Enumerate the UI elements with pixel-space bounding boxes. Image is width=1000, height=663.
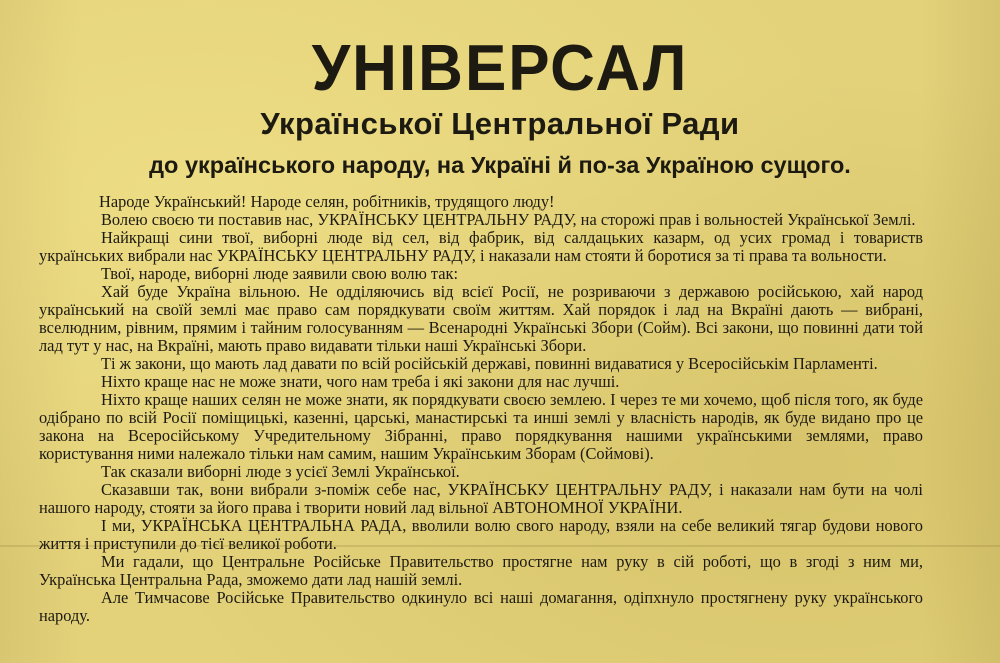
document-subtitle: Української Центральної Ради <box>260 106 740 141</box>
document-title: УНІВЕРСАЛ <box>311 32 689 105</box>
paragraph: Хай буде Україна вільною. Не одділяючись від всієї Росії, не розриваючи з державою російською, хай народ український на своїй землі має право сам порядкувати своїм життям. Хай порядок і лад на Вкраїні дають — вибрані, вселюдним, рівним, прямим і тайним голосуванням — Всенародні Українські Збори (Сойм). Всі закони, що повинні дати той лад тут у нас, на Вкраїні, мають право видавати тільки наші Українські Збори. <box>39 282 923 355</box>
paragraph: Ніхто краще нас не може знати, чого нам треба і які закони для нас лучші. <box>101 372 620 391</box>
paragraph: Ми гадали, що Центральне Російське Правительство простягне нам руку в сій роботі, що в згоді з ним ми, Українська Центральна Рада, зможемо дати лад нашій землі. <box>39 552 923 589</box>
paragraph: І ми, УКРАЇНСЬКА ЦЕНТРАЛЬНА РАДА, вволили волю свого народу, взяли на себе великий тягар будови нового життя і приступили до тієї великої роботи. <box>39 516 923 553</box>
paragraph: Ніхто краще наших селян не може знати, як порядкувати своєю землею. І через те ми хочемо, щоб після того, як буде одібрано по всій Росії поміщицькі, казенні, царські, манастирські та инші землі у власність народів, як буде видано про це закона на Всеросійському Учредительному Зібранні, право порядкування нашими українськими землями, право користування ними належало тільки нам самим, нашим Українським Зборам (Соймові). <box>39 390 923 463</box>
document-address-line: до українського народу, на Україні й по-за Україною сущого. <box>149 152 851 178</box>
paragraph: Але Тимчасове Російське Правительство одкинуло всі наші домагання, одіпхнуло простягнену руку українського народу. <box>39 588 923 625</box>
paragraph: Ті ж закони, що мають лад давати по всій російській державі, повинні видаватися у Всеросійськім Парламенті. <box>101 354 878 373</box>
paragraph: Сказавши так, вони вибрали з-поміж себе нас, УКРАЇНСЬКУ ЦЕНТРАЛЬНУ РАДУ, і наказали нам бути на чолі нашого народу, стояти за його права і творити новий лад вільної АВТОНОМНОЇ УКРАЇНИ. <box>39 480 923 517</box>
proclamation-body <box>39 193 923 625</box>
paragraph: Твої, народе, виборні люде заявили свою волю так: <box>101 264 459 283</box>
paragraph: Волею своєю ти поставив нас, УКРАЇНСЬКУ ЦЕНТРАЛЬНУ РАДУ, на сторожі прав і вольностей Української Землі. <box>101 210 916 229</box>
paragraph: Найкращі сини твої, виборні люде від сел, від фабрик, від салдацьких казарм, од усих громад і товариств українських вибрали нас УКРАЇНСЬКУ ЦЕНТРАЛЬНУ РАДУ, і наказали нам стояти й боротися за ті права та вольности. <box>39 228 923 265</box>
paragraph: Народе Український! Народе селян, робітників, трудящого люду! <box>99 192 555 211</box>
paragraph: Так сказали виборні люде з усієї Землі Української. <box>101 462 460 481</box>
